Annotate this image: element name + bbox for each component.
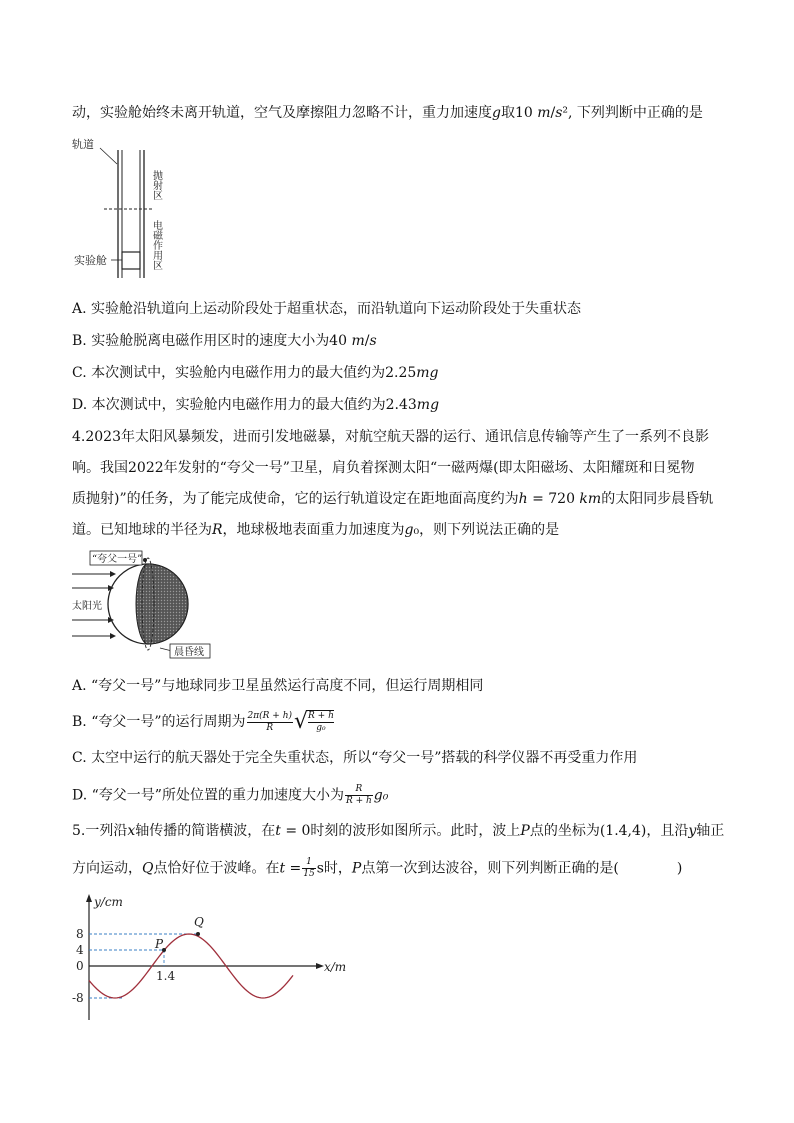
label-terminator: 晨昏线 xyxy=(174,647,204,658)
capsule xyxy=(122,252,140,269)
tick-1-4: 1.4 xyxy=(156,969,176,983)
q4-option-b-text: B. “夸父一号”的运行周期为 xyxy=(72,714,246,730)
q3-option-b: B. 实验舱脱离电磁作用区时的速度大小为40 𝑚/𝑠 xyxy=(72,333,377,349)
q4-line-4: 道。已知地球的半径为𝑅，地球极地表面重力加速度为𝑔₀，则下列说法正确的是 xyxy=(72,522,560,538)
figure-track xyxy=(70,132,210,280)
period-fraction: $\frac{2\pi(R + h)}{R}$ xyxy=(247,710,293,733)
q5-line-2: 方向运动，𝑄点恰好位于波峰。在𝑡 = $\frac{1}{15}$ s时，𝑃点第一次到达波谷，则下列判断正确的是( ) xyxy=(72,857,683,879)
q3-option-c: C. 本次测试中，实验舱内电磁作用力的最大值约为2.25𝑚𝑔 xyxy=(72,365,439,381)
q4-option-a: A. “夸父一号”与地球同步卫星虽然运行高度不同，但运行周期相同 xyxy=(72,678,484,694)
time-fraction: $\frac{1}{15}$ xyxy=(303,857,315,879)
track-pointer xyxy=(100,148,117,164)
earth-night-side xyxy=(136,564,188,644)
tick-0: 0 xyxy=(76,959,84,973)
label-capsule: 实验舱 xyxy=(74,254,107,267)
q4-line-3: 质抛射)”的任务，为了能完成使命，它的运行轨道设定在距地面高度约为ℎ = 720 𝑘𝑚的太阳同步晨昏轨 xyxy=(72,491,714,507)
q3-option-d: D. 本次测试中，实验舱内电磁作用力的最大值约为2.43𝑚𝑔 xyxy=(72,397,440,413)
label-track: 轨道 xyxy=(72,138,94,151)
q4-line-1: 4.2023年太阳风暴频发，进而引发地磁暴，对航空航天器的运行、通讯信息传输等产生了一系列不良影 xyxy=(72,429,709,445)
y-axis-label: y/cm xyxy=(94,895,123,909)
label-em-zone: 电磁作用区 xyxy=(150,220,162,270)
text-line-top: 动，实验舱始终未离开轨道，空气及摩擦阻力忽略不计，重力加速度𝑔取10 𝑚/𝑠², 下列判断中正确的是 xyxy=(72,105,703,121)
q4-option-d-text: D. “夸父一号”所处位置的重力加速度大小为 xyxy=(72,787,344,804)
point-q xyxy=(196,932,200,936)
label-p: P xyxy=(155,937,164,951)
q4-option-d: D. “夸父一号”所处位置的重力加速度大小为 $\frac{R}{R + h}$ g₀ xyxy=(72,784,389,806)
wave-graph xyxy=(72,892,362,1024)
label-throw-zone: 抛射区 xyxy=(150,170,162,200)
period-sqrt: √ $\frac{R + h}{\text{g₀}}$ xyxy=(294,709,334,734)
satellite xyxy=(143,558,147,562)
label-sunlight: 太阳光 xyxy=(72,601,102,612)
label-q: Q xyxy=(194,915,204,929)
tick-8: 8 xyxy=(76,927,84,941)
q4-line-2: 响。我国2022年发射的“夸父一号”卫星，肩负着探测太阳“一磁两爆(即太阳磁场、太阳耀斑和日冕物 xyxy=(72,460,695,476)
tick-4: 4 xyxy=(76,943,84,957)
q4-option-c: C. 太空中运行的航天器处于完全失重状态，所以“夸父一号”搭载的科学仪器不再受重力作用 xyxy=(72,750,638,766)
label-satellite: “夸父一号” xyxy=(92,554,143,565)
q4-option-b xyxy=(72,710,334,734)
tick-minus-8: -8 xyxy=(72,991,84,1005)
x-axis-label: x/m xyxy=(324,960,347,974)
gravity-fraction: $\frac{R}{R + h}$ xyxy=(345,784,372,806)
q3-option-a: A. 实验舱沿轨道向上运动阶段处于超重状态，而沿轨道向下运动阶段处于失重状态 xyxy=(72,301,582,317)
figure-earth-orbit xyxy=(70,548,220,666)
q5-line-1: 5.一列沿𝑥轴传播的简谐横波，在𝑡 = 0时刻的波形如图所示。此时，波上𝑃点的坐标为(1.4,4)，且沿𝑦轴正 xyxy=(72,823,725,839)
